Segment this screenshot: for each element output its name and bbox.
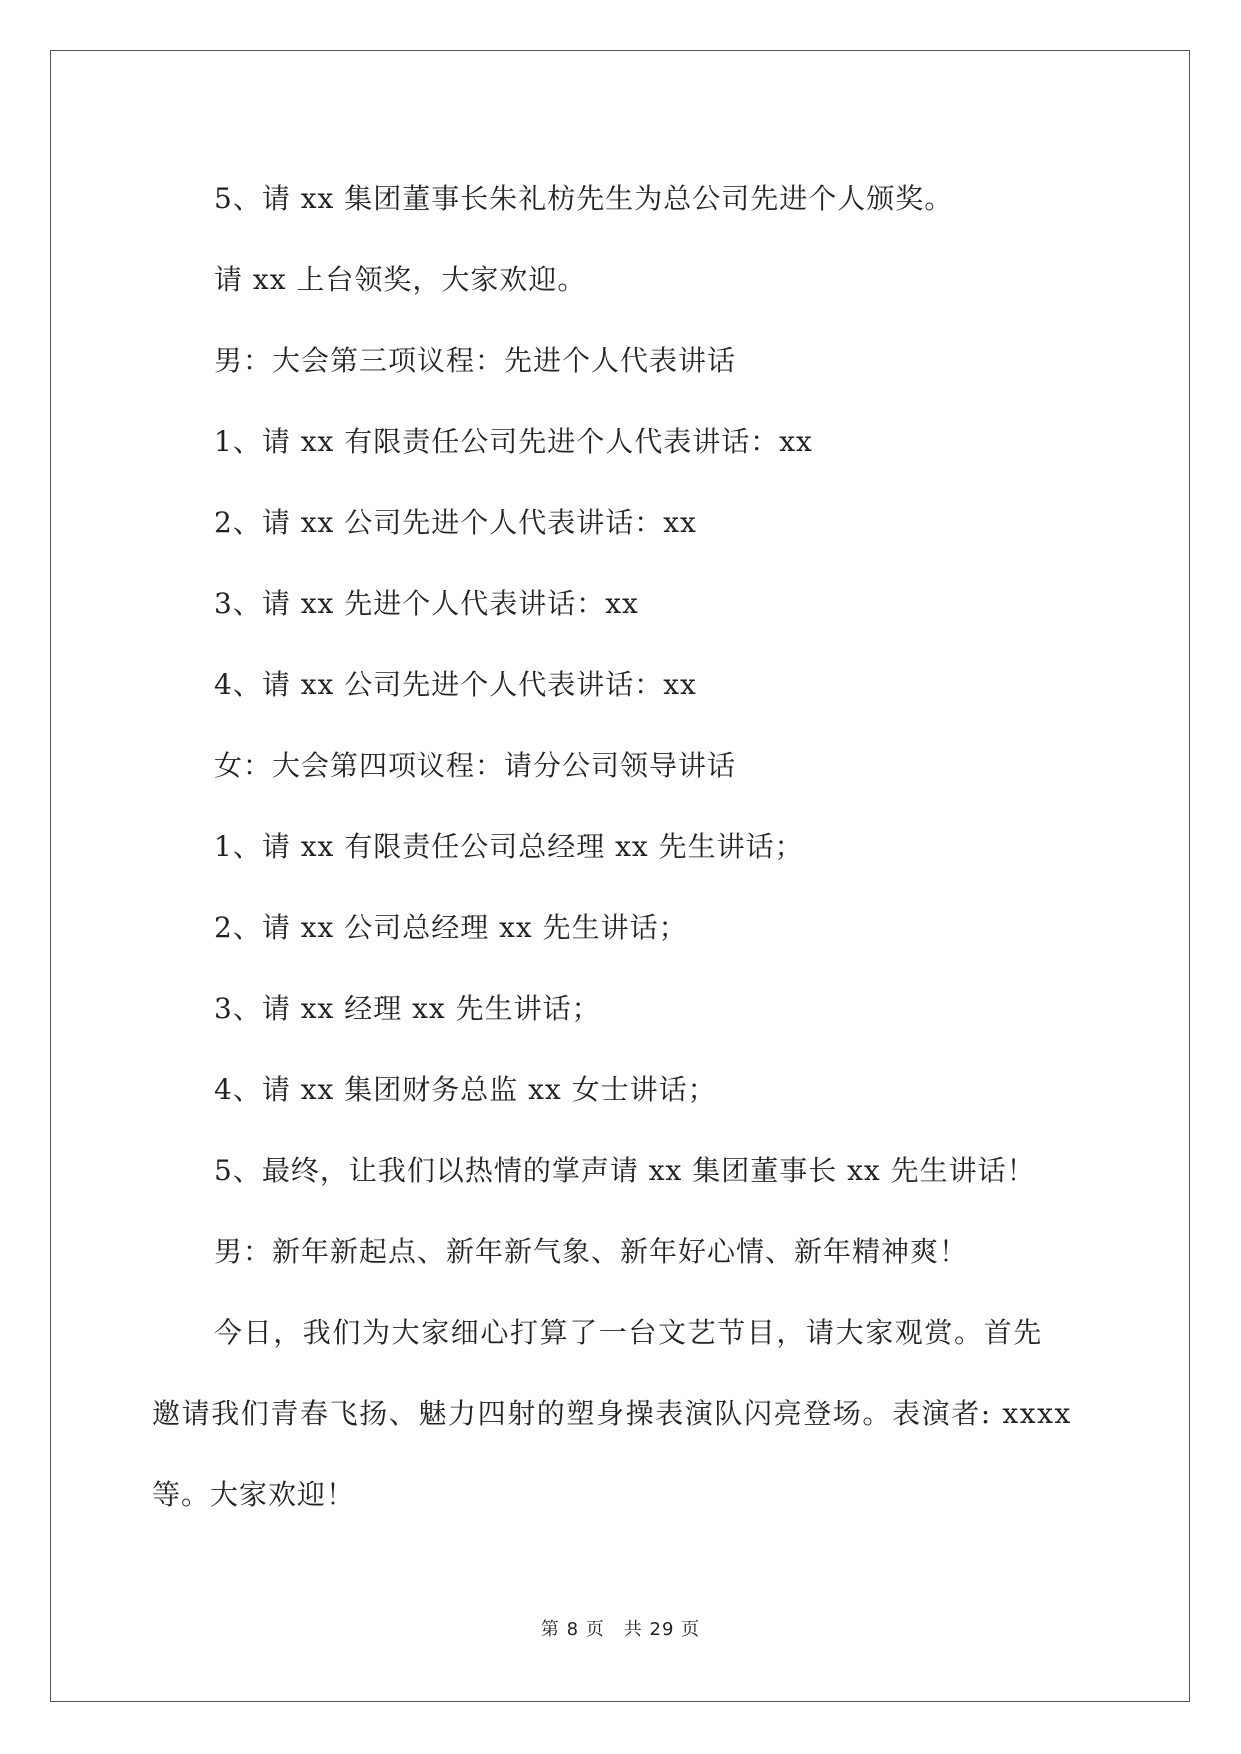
paragraph-line: 邀请我们青春飞扬、魅力四射的塑身操表演队闪亮登场。表演者: xxxx	[152, 1397, 1072, 1430]
paragraph-line: 等。大家欢迎！	[152, 1478, 356, 1511]
paragraph: 2、请 xx 公司总经理 xx 先生讲话；	[214, 911, 688, 944]
paragraph: 4、请 xx 集团财务总监 xx 女士讲话；	[214, 1073, 717, 1106]
paragraph-line: 今日，我们为大家细心打算了一台文艺节目，请大家观赏。首先	[214, 1316, 1043, 1349]
paragraph: 1、请 xx 有限责任公司先进个人代表讲话：xx	[214, 425, 813, 458]
paragraph: 3、请 xx 先进个人代表讲话：xx	[214, 587, 639, 620]
paragraph: 3、请 xx 经理 xx 先生讲话；	[214, 992, 601, 1025]
paragraph: 2、请 xx 公司先进个人代表讲话：xx	[214, 506, 697, 539]
document-body	[152, 158, 1092, 1535]
paragraph: 4、请 xx 公司先进个人代表讲话：xx	[214, 668, 697, 701]
paragraph: 女：大会第四项议程：请分公司领导讲话	[214, 749, 737, 782]
page-number-footer: 第 8 页 共 29 页	[540, 1619, 701, 1640]
paragraph: 请 xx 上台领奖，大家欢迎。	[214, 263, 587, 296]
paragraph: 1、请 xx 有限责任公司总经理 xx 先生讲话；	[214, 830, 804, 863]
paragraph: 男：新年新起点、新年新气象、新年好心情、新年精神爽！	[214, 1235, 969, 1268]
paragraph: 5、最终，让我们以热情的掌声请 xx 集团董事长 xx 先生讲话！	[214, 1154, 1036, 1187]
paragraph: 5、请 xx 集团董事长朱礼枋先生为总公司先进个人颁奖。	[214, 182, 954, 215]
paragraph: 男：大会第三项议程：先进个人代表讲话	[214, 344, 737, 377]
